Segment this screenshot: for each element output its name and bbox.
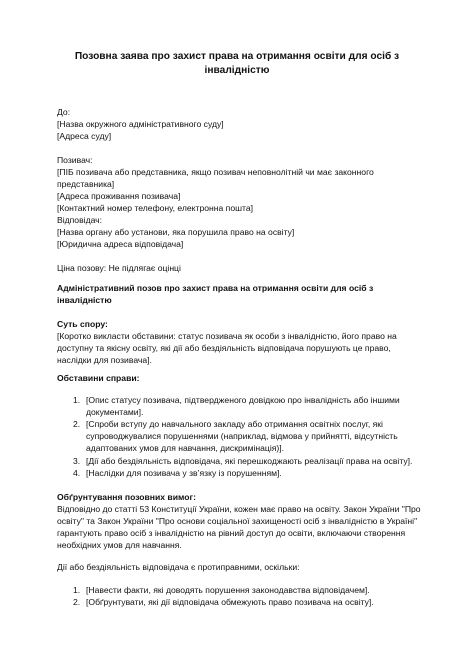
grounds-list [57, 584, 422, 608]
essence-heading: Суть спору: [57, 319, 108, 329]
list-item [57, 418, 422, 454]
circumstances-list [57, 394, 422, 479]
list-number: 4. [73, 467, 81, 478]
plaintiff-label: Позивач: [57, 155, 93, 165]
defendant-block [57, 214, 422, 250]
plaintiff-name: [ПІБ позивача або представника, якщо позивач неповнолітній чи має законного представника] [57, 167, 374, 190]
list-number: 1. [73, 584, 81, 595]
list-item [57, 394, 422, 418]
grounds-text: Відповідно до статті 53 Конституції України, кожен має право на освіту. Закон України "Про освіту" та Закон України "Про основи соціальної захищеності осіб з інвалідністю в Україні" гарантують право осіб з інвалідністю на рівний доступ до освіти, включаючи створення необхідних умов для навчання. [57, 504, 421, 551]
defendant-address: [Юридична адреса відповідача] [57, 239, 184, 250]
document-title: Позовна заява про захист права на отримання освіти для осіб з інвалідністю [74, 51, 400, 76]
claim-price-text: Ціна позову: Не підлягає оцінці [57, 263, 181, 273]
grounds-intro: Дії або бездіяльність відповідача є протиправними, оскільки: [57, 562, 300, 573]
defendant-name: [Назва органу або установи, яка порушила право на освіту] [57, 227, 295, 238]
list-number: 2. [73, 419, 81, 430]
list-text: [Опис статусу позивача, підтвердженого довідкою про інвалідність або іншими документами]. [86, 395, 400, 418]
court-name: [Назва окружного адміністративного суду] [57, 119, 224, 130]
list-text: [Наслідки для позивача у зв’язку із порушенням]. [86, 467, 282, 478]
list-item [57, 596, 422, 608]
list-number: 1. [73, 395, 81, 406]
list-item [57, 455, 422, 467]
circumstances-heading: Обставини справи: [57, 373, 140, 383]
grounds-heading: Обґрунтування позовних вимог: [57, 492, 196, 502]
defendant-label: Відповідач: [57, 215, 103, 225]
list-text: [Обґрунтувати, які дії відповідача обмежують право позивача на освіту]. [86, 596, 374, 607]
claim-subtitle [57, 282, 422, 306]
list-text: [Спроби вступу до навчального закладу або отримання освітніх послуг, які супроводжувалися порушеннями (наприклад, відмова у прийнятті, відсутність адаптованих умов для навчання, дискримінація)]. [86, 419, 398, 454]
claim-price [57, 262, 422, 274]
list-text: [Навести факти, які доводять порушення законодавства відповідачем]. [86, 584, 370, 595]
list-item [57, 584, 422, 596]
list-number: 2. [73, 596, 81, 607]
list-number: 3. [73, 455, 81, 466]
list-item [57, 467, 422, 479]
court-address: [Адреса суду] [57, 131, 112, 142]
plaintiff-contacts: [Контактний номер телефону, електронна пошта] [57, 203, 254, 214]
plaintiff-address: [Адреса проживання позивача] [57, 191, 181, 202]
to-label: До: [57, 107, 71, 117]
plaintiff-block [57, 154, 422, 214]
court-block [57, 106, 422, 142]
essence-section [57, 318, 422, 366]
claim-subtitle-text: Адміністративний позов про захист права на отримання освіти для осіб з інвалідністю [57, 283, 374, 306]
essence-text: [Коротко викласти обставини: статус позивача як особи з інвалідністю, його право на доступну та якісну освіту, які дії або бездіяльність відповідача порушують це право, наслідки для позивача]. [57, 331, 397, 366]
list-text: [Дії або бездіяльність відповідача, які перешкоджають реалізації права на освіту]. [86, 455, 413, 466]
circumstances-section [57, 372, 422, 479]
grounds-section [57, 491, 422, 608]
